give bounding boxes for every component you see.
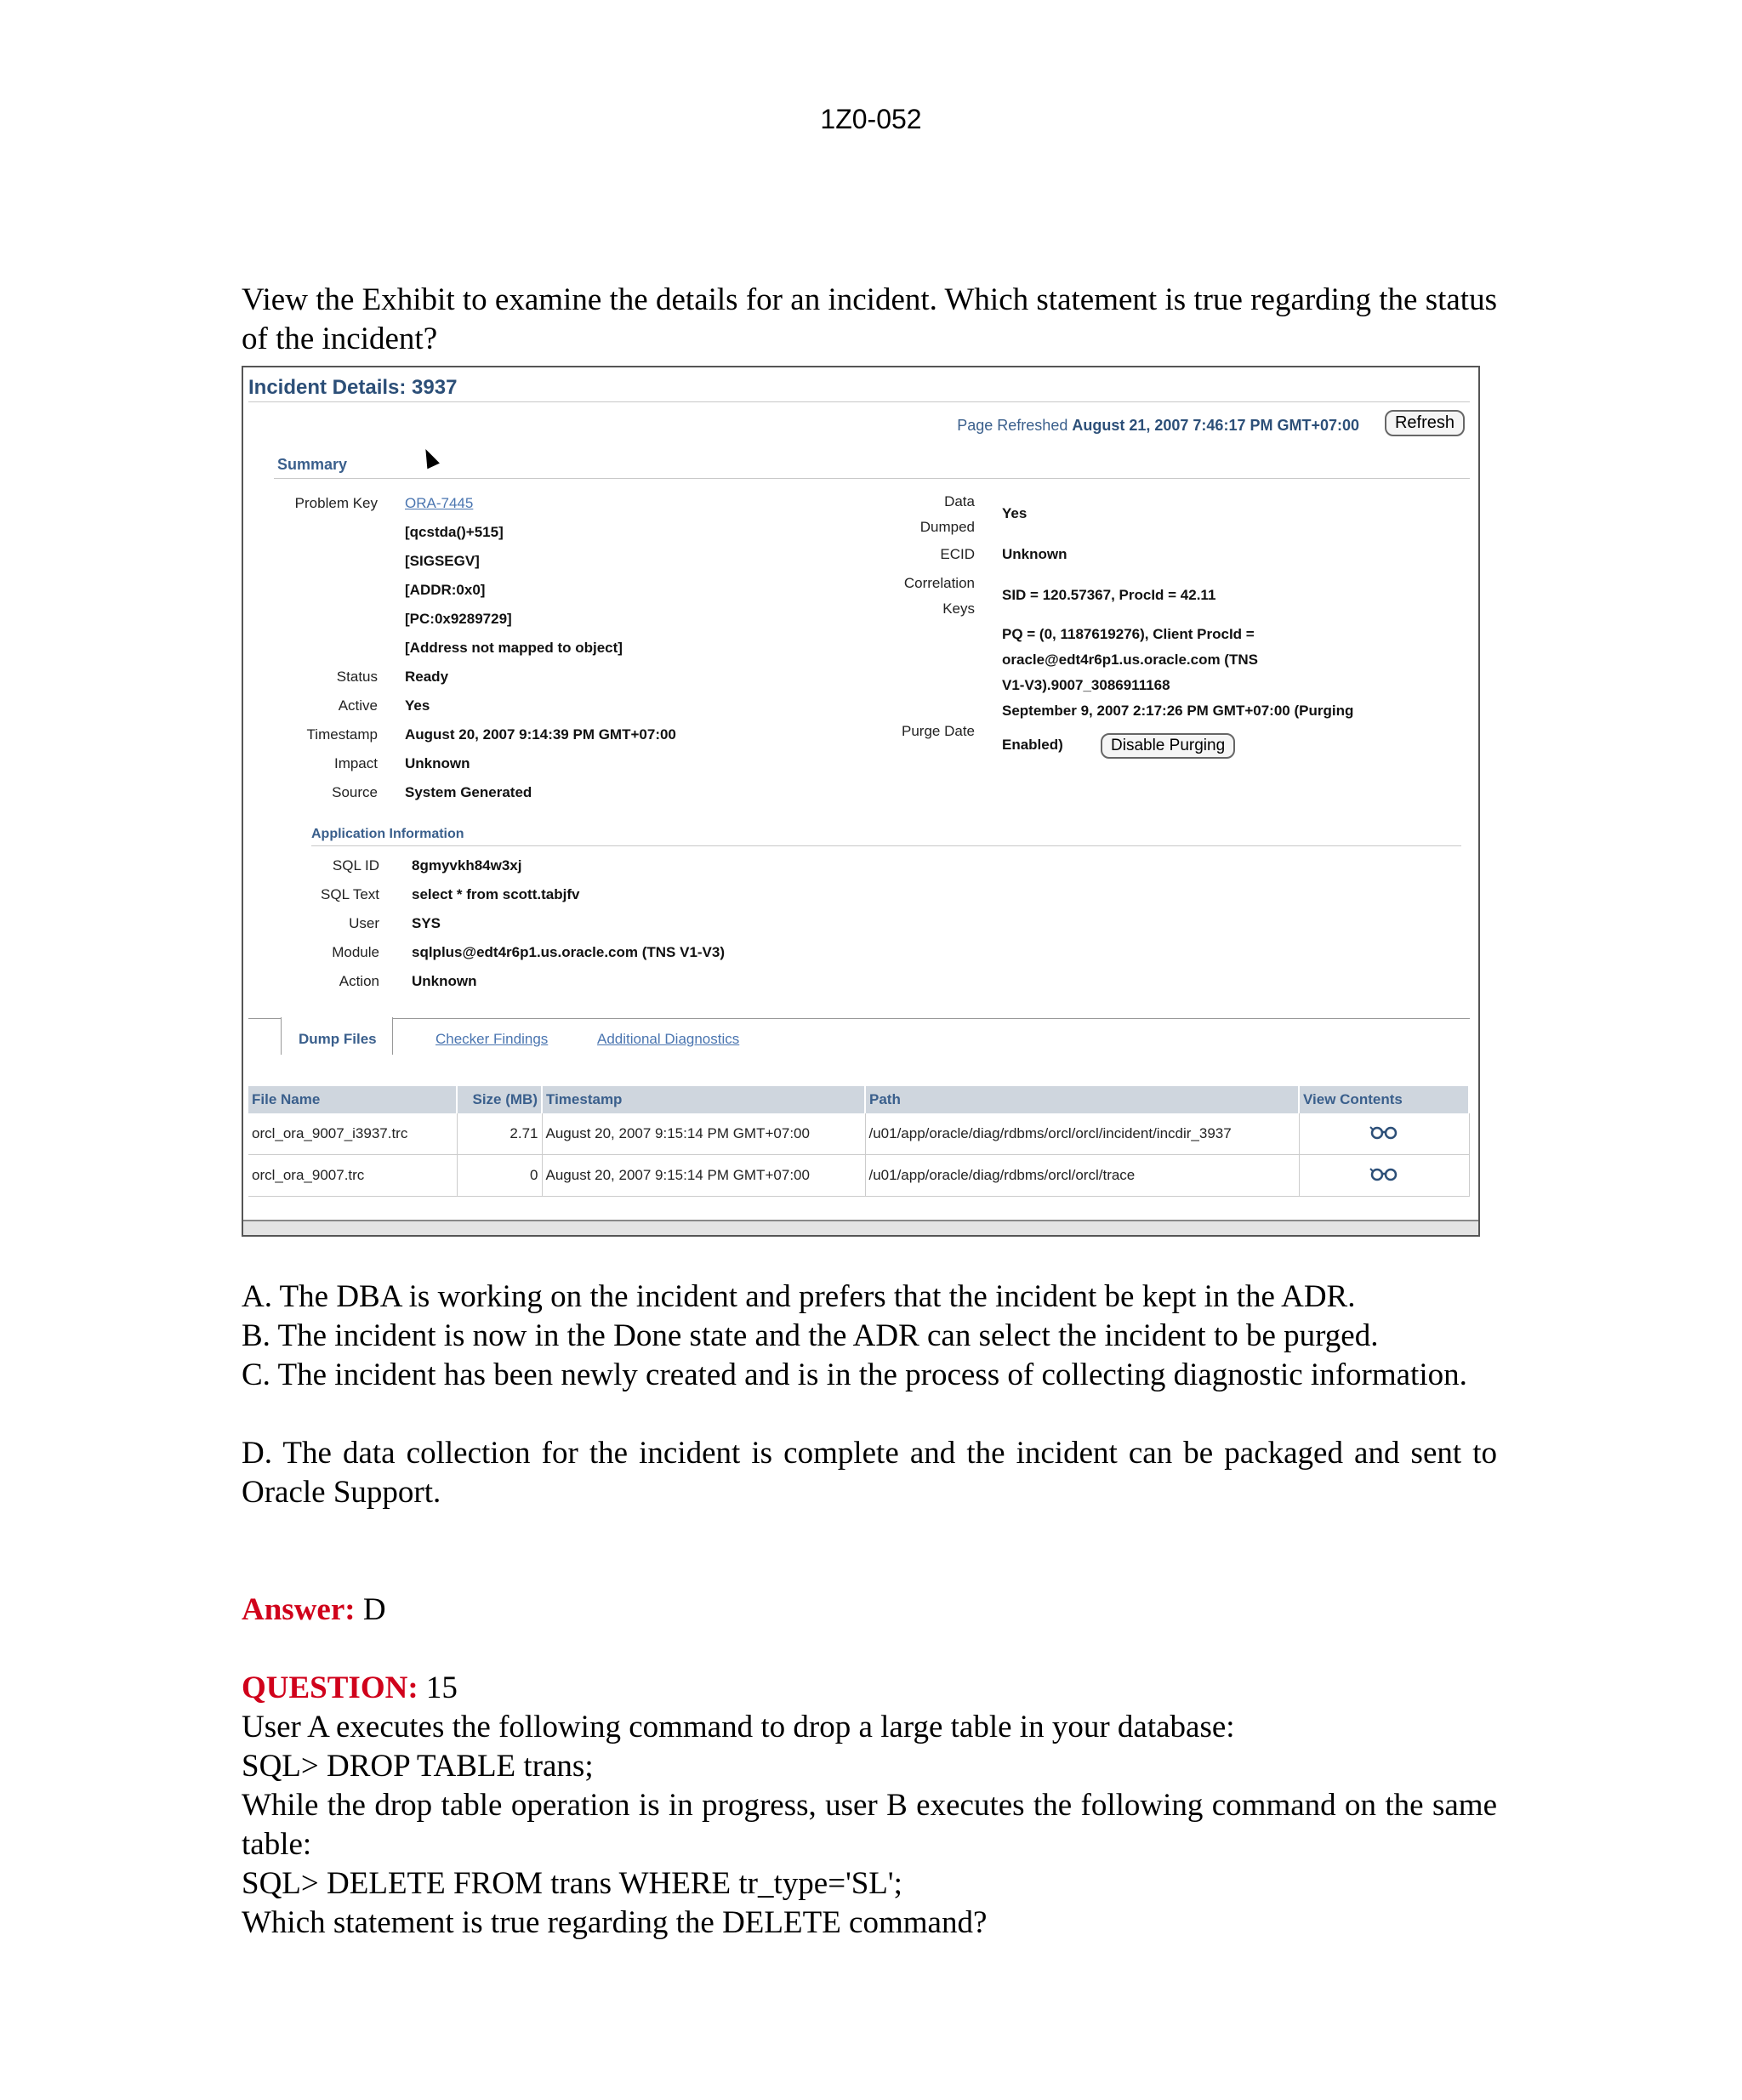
taskbar-strip <box>243 1220 1478 1237</box>
problem-key-label: Problem Key <box>294 495 378 511</box>
active-value: Yes <box>405 697 430 714</box>
application-info-title: Application Information <box>311 827 464 841</box>
data-dumped-value: Yes <box>1002 505 1028 521</box>
divider <box>274 478 1470 479</box>
sql-id-value: 8gmyvkh84w3xj <box>412 857 522 874</box>
data-dumped-label: Data <box>944 493 975 509</box>
source-value: System Generated <box>405 784 532 800</box>
q15-line: Which statement is true regarding the DELETE command? <box>242 1905 988 1940</box>
purge-date-value: September 9, 2007 2:17:26 PM GMT+07:00 (Purging <box>1002 703 1354 719</box>
view-contents-icon[interactable] <box>1367 1165 1401 1182</box>
user-value: SYS <box>412 915 441 931</box>
ecid-label: ECID <box>940 546 975 562</box>
cell-timestamp: August 20, 2007 9:15:14 PM GMT+07:00 <box>542 1155 865 1197</box>
problem-key-line: [SIGSEGV] <box>405 553 480 569</box>
answer-line <box>242 1591 1497 1630</box>
sql-text-value: select * from scott.tabjfv <box>412 886 580 902</box>
q15-line: SQL> DELETE FROM trans WHERE tr_type='SL'; <box>242 1866 902 1901</box>
source-label: Source <box>332 784 378 800</box>
tab-additional-diagnostics[interactable]: Additional Diagnostics <box>597 1031 740 1047</box>
col-size[interactable]: Size (MB) <box>457 1086 542 1113</box>
correlation-value: SID = 120.57367, ProcId = 42.11 <box>1002 587 1216 603</box>
problem-key-line: [PC:0x9289729] <box>405 611 512 627</box>
table-row <box>248 1113 1469 1155</box>
timestamp-value: August 20, 2007 9:14:39 PM GMT+07:00 <box>405 726 676 743</box>
refresh-button[interactable]: Refresh <box>1385 410 1465 436</box>
col-timestamp[interactable]: Timestamp <box>542 1086 865 1113</box>
q15-line: While the drop table operation is in progress, user B executes the following command on the same table: <box>242 1788 1497 1862</box>
question-number: 15 <box>425 1670 458 1705</box>
option-c: C. The incident has been newly created and is in the process of collecting diagnostic information. <box>242 1357 1467 1392</box>
sql-id-label: SQL ID <box>332 857 379 874</box>
page-refreshed-value: August 21, 2007 7:46:17 PM GMT+07:00 <box>1072 417 1359 434</box>
col-file-name[interactable]: File Name <box>248 1086 457 1113</box>
cell-path: /u01/app/oracle/diag/rdbms/orcl/orcl/incident/incdir_3937 <box>865 1113 1299 1155</box>
purge-date-label: Purge Date <box>902 723 975 739</box>
question-intro: View the Exhibit to examine the details for an incident. Which statement is true regarding the status of the incident? <box>242 282 1497 356</box>
page-header: 1Z0-052 <box>820 104 922 134</box>
tab-baseline <box>248 1018 1470 1019</box>
q15-line: User A executes the following command to drop a large table in your database: <box>242 1710 1235 1744</box>
cell-view-contents[interactable] <box>1299 1155 1469 1197</box>
view-contents-icon[interactable] <box>1367 1124 1401 1141</box>
dump-files-table <box>248 1086 1470 1197</box>
option-d: D. The data collection for the incident is complete and the incident can be packaged and sent to Oracle Support. <box>242 1436 1497 1510</box>
correlation-label: Keys <box>942 600 975 617</box>
cell-view-contents[interactable] <box>1299 1113 1469 1155</box>
cell-file-name: orcl_ora_9007.trc <box>248 1155 457 1197</box>
action-value: Unknown <box>412 973 477 989</box>
answer-label: Answer: <box>242 1592 356 1627</box>
disable-purging-button[interactable]: Disable Purging <box>1101 733 1235 759</box>
data-dumped-label: Dumped <box>919 519 975 535</box>
action-label: Action <box>339 973 379 989</box>
cell-path: /u01/app/oracle/diag/rdbms/orcl/orcl/trace <box>865 1155 1299 1197</box>
purge-date-value: Enabled) <box>1002 737 1063 753</box>
q15-line: SQL> DROP TABLE trans; <box>242 1749 594 1784</box>
option-b: B. The incident is now in the Done state and the ADR can select the incident to be purged. <box>242 1318 1379 1353</box>
col-view-contents: View Contents <box>1299 1086 1469 1113</box>
active-label: Active <box>338 697 378 714</box>
page-refreshed <box>957 417 1359 435</box>
correlation-value: oracle@edt4r6p1.us.oracle.com (TNS <box>1002 652 1258 668</box>
divider <box>248 401 1470 402</box>
user-label: User <box>349 915 379 931</box>
problem-key-line: [ADDR:0x0] <box>405 582 486 598</box>
cell-timestamp: August 20, 2007 9:15:14 PM GMT+07:00 <box>542 1113 865 1155</box>
cell-file-name: orcl_ora_9007_i3937.trc <box>248 1113 457 1155</box>
summary-title: Summary <box>277 456 348 473</box>
problem-key-line: [qcstda()+515] <box>405 524 504 540</box>
divider <box>311 845 1461 846</box>
col-path[interactable]: Path <box>865 1086 1299 1113</box>
status-label: Status <box>336 669 378 685</box>
cell-size: 2.71 <box>457 1113 542 1155</box>
question-label: QUESTION: <box>242 1670 418 1705</box>
question-heading <box>242 1669 1497 1708</box>
table-row <box>248 1155 1469 1197</box>
module-label: Module <box>332 944 379 960</box>
problem-key-link[interactable]: ORA-7445 <box>405 495 474 511</box>
status-value: Ready <box>405 669 449 685</box>
tab-dump-files[interactable] <box>281 1017 393 1055</box>
correlation-value: V1-V3).9007_3086911168 <box>1002 677 1170 693</box>
cell-size: 0 <box>457 1155 542 1197</box>
table-header-row <box>248 1086 1469 1113</box>
answer-value: D <box>362 1592 386 1627</box>
incident-title: Incident Details: 3937 <box>248 376 458 399</box>
option-a: A. The DBA is working on the incident and prefers that the incident be kept in the ADR. <box>242 1279 1356 1314</box>
correlation-label: Correlation <box>903 575 975 591</box>
ecid-value: Unknown <box>1002 546 1067 562</box>
mouse-cursor-icon <box>419 447 440 470</box>
timestamp-label: Timestamp <box>306 726 378 743</box>
tab-checker-findings[interactable]: Checker Findings <box>436 1031 549 1047</box>
tab-dump-files-label: Dump Files <box>299 1031 377 1047</box>
module-value: sqlplus@edt4r6p1.us.oracle.com (TNS V1-V3) <box>412 944 726 960</box>
page-refreshed-label: Page Refreshed <box>957 417 1068 434</box>
problem-key-line: [Address not mapped to object] <box>405 640 623 656</box>
correlation-value: PQ = (0, 1187619276), Client ProcId = <box>1002 626 1255 642</box>
impact-label: Impact <box>333 755 378 771</box>
impact-value: Unknown <box>405 755 470 771</box>
exhibit-screenshot <box>242 366 1480 1237</box>
sql-text-label: SQL Text <box>321 886 379 902</box>
